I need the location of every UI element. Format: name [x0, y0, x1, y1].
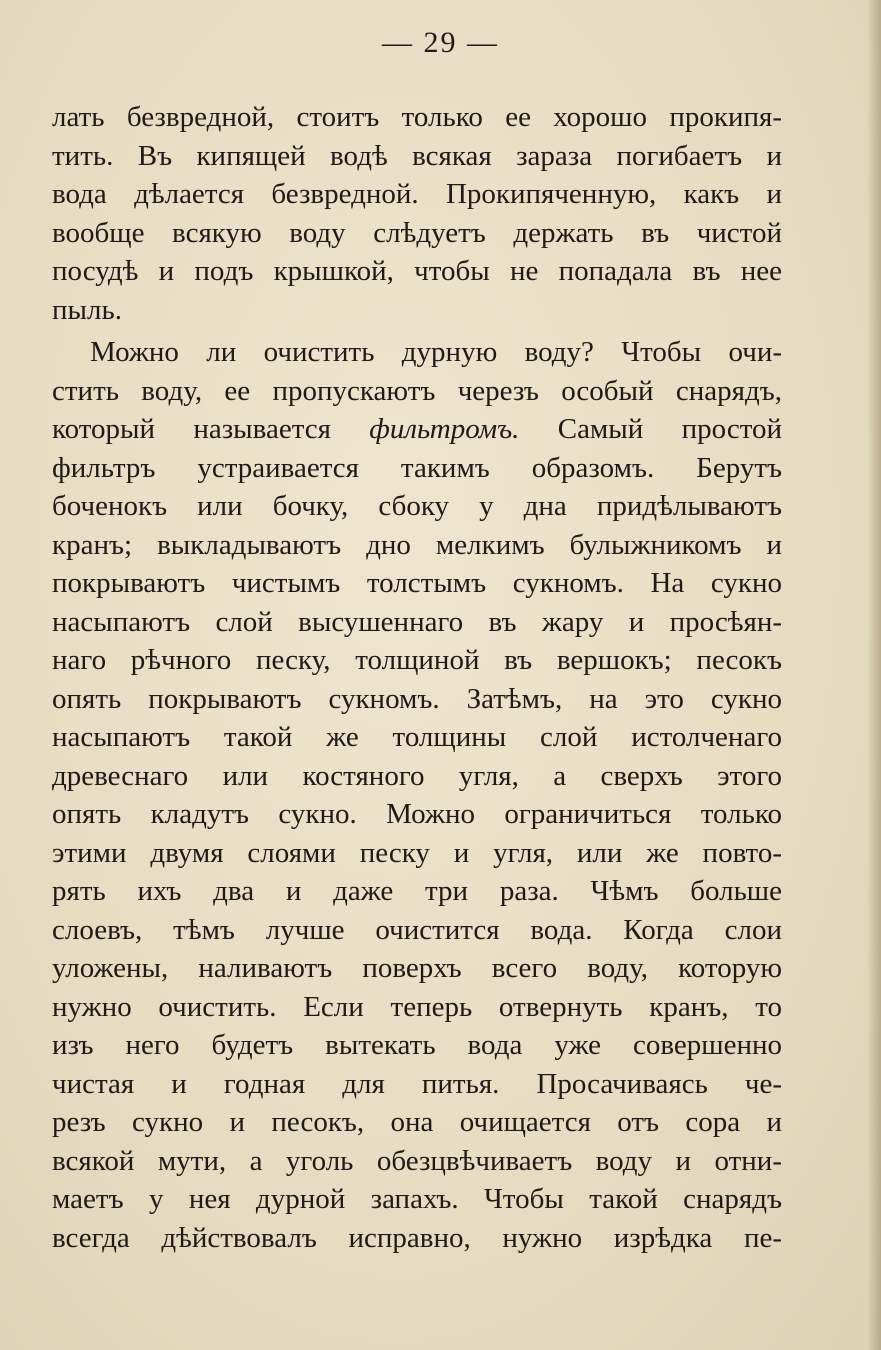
text-line: покрываютъ чистымъ толстымъ сукномъ. На сукно [52, 567, 782, 599]
text-line: наго рѣчного песку, толщиной въ вершокъ; песокъ [52, 644, 782, 676]
text-line: лать безвредной, стоитъ только ее хорошо прокипя- [52, 101, 782, 133]
body-text [52, 98, 782, 1257]
text-segment: который называется [52, 413, 370, 445]
text-line: чистая и годная для питья. Просачиваясь че- [52, 1067, 782, 1100]
page-number: — 29 — [382, 26, 499, 59]
paragraph-1 [52, 98, 782, 329]
text-line: насыпаютъ такой же толщины слой истолченаго [52, 721, 782, 753]
text-line: насыпаютъ слой высушеннаго въ жару и просѣян- [52, 605, 782, 638]
text-line: слоевъ, тѣмъ лучше очистится вода. Когда слои [52, 913, 782, 946]
text-line: тить. Въ кипящей водѣ всякая зараза погибаетъ и [52, 139, 782, 172]
text-line: боченокъ или бочку, сбоку у дна придѣлываютъ [52, 490, 782, 522]
text-line: посудѣ и подъ крышкой, чтобы не попадала въ нее [52, 255, 782, 287]
text-line-with-italic [52, 410, 782, 449]
text-line: стить воду, ее пропускаютъ черезъ особый снарядъ, [52, 374, 782, 407]
text-line: пыль. [52, 293, 122, 326]
text-line: рять ихъ два и даже три раза. Чѣмъ больше [52, 875, 782, 907]
text-line: кранъ; выкладываютъ дно мелкимъ булыжникомъ и [52, 528, 782, 561]
text-line: всегда дѣйствовалъ исправно, нужно изрѣдка пе- [52, 1221, 782, 1254]
text-line: резъ сукно и песокъ, она очищается отъ сора и [52, 1106, 782, 1138]
text-line: изъ него будетъ вытекать вода уже совершенно [52, 1029, 782, 1061]
text-line: маетъ у нея дурной запахъ. Чтобы такой снарядъ [52, 1183, 782, 1215]
text-line: уложены, наливаютъ поверхъ всего воду, которую [52, 952, 782, 984]
text-line: древеснаго или костяного угля, а сверхъ этого [52, 759, 782, 792]
italic-term: фильтромъ. [369, 413, 520, 445]
text-line: опять покрываютъ сукномъ. Затѣмъ, на это сукно [52, 682, 782, 715]
text-line: этими двумя слоями песку и угля, или же повто- [52, 836, 782, 869]
page-edge-shadow [867, 0, 881, 1350]
text-line: вода дѣлается безвредной. Прокипяченную, какъ и [52, 178, 782, 210]
text-line: вообще всякую воду слѣдуетъ держать въ чистой [52, 216, 782, 249]
text-line: Можно ли очистить дурную воду? Чтобы очи- [90, 336, 782, 368]
paragraph-2 [52, 333, 782, 1257]
text-line: опять кладутъ сукно. Можно ограничиться только [52, 798, 782, 830]
text-line: фильтръ устраивается такимъ образомъ. Берутъ [52, 451, 782, 484]
text-line: нужно очистить. Если теперь отвернуть кранъ, то [52, 990, 782, 1023]
text-line: всякой мути, а уголь обезцвѣчиваетъ воду и отни- [52, 1144, 782, 1177]
text-segment: Самый простой [519, 413, 783, 445]
